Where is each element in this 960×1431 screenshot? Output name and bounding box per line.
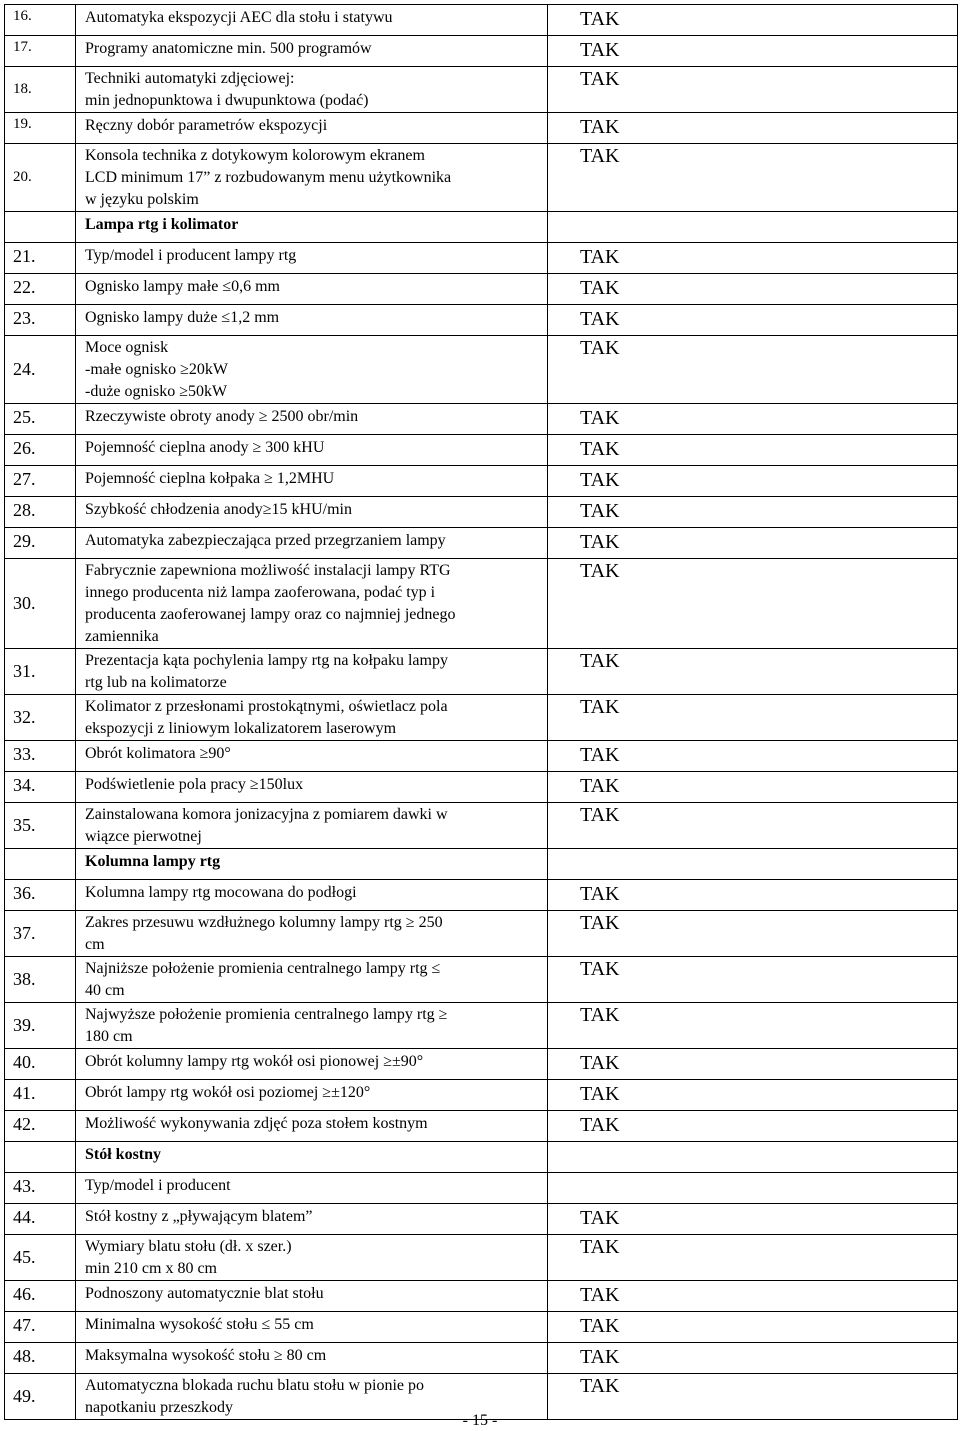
item-number: 23. (5, 305, 76, 336)
description-line: Zakres przesuwu wzdłużnego kolumny lampy rtg ≥ 250 (85, 914, 443, 931)
description-line: ekspozycji z liniowym lokalizatorem laserowym (85, 720, 397, 737)
item-value: TAK (548, 1235, 958, 1281)
description-line: rtg lub na kolimatorze (85, 674, 227, 691)
table-row (5, 1281, 958, 1312)
item-description (76, 305, 548, 336)
table-row (5, 880, 958, 911)
item-value: TAK (548, 1080, 958, 1111)
description-line: Automatyka zabezpieczająca przed przegrzaniem lampy (85, 532, 446, 549)
description-line: cm (85, 936, 105, 953)
description-line: -duże ognisko ≥50kW (85, 383, 228, 400)
description-line: Możliwość wykonywania zdjęć poza stołem kostnym (85, 1115, 428, 1132)
table-row (5, 497, 958, 528)
table-row (5, 1080, 958, 1111)
item-description (76, 957, 548, 1003)
item-description (76, 274, 548, 305)
item-number: 38. (5, 957, 76, 1003)
item-number: 32. (5, 695, 76, 741)
item-value: TAK (548, 67, 958, 113)
description-line: Ognisko lampy duże ≤1,2 mm (85, 309, 280, 326)
table-row (5, 1111, 958, 1142)
item-number: 30. (5, 559, 76, 649)
table-row (5, 1173, 958, 1204)
item-number: 29. (5, 528, 76, 559)
item-description (76, 113, 548, 144)
item-description (76, 1111, 548, 1142)
item-description (76, 772, 548, 803)
description-line: Maksymalna wysokość stołu ≥ 80 cm (85, 1347, 327, 1364)
item-description (76, 36, 548, 67)
item-value: TAK (548, 741, 958, 772)
item-number: 49. (5, 1374, 76, 1420)
item-value: TAK (548, 911, 958, 957)
item-number: 41. (5, 1080, 76, 1111)
item-value: TAK (548, 36, 958, 67)
item-number: 37. (5, 911, 76, 957)
item-value: TAK (548, 113, 958, 144)
item-value: TAK (548, 1111, 958, 1142)
table-row (5, 803, 958, 849)
description-line: Stół kostny z „pływającym blatem” (85, 1208, 313, 1225)
item-description (76, 1080, 548, 1111)
item-number: 34. (5, 772, 76, 803)
description-line: Podświetlenie pola pracy ≥150lux (85, 776, 304, 793)
item-value: TAK (548, 803, 958, 849)
item-description (76, 528, 548, 559)
table-row (5, 404, 958, 435)
item-value: TAK (548, 305, 958, 336)
section-header-row (5, 849, 958, 880)
item-value: TAK (548, 336, 958, 404)
item-value: TAK (548, 649, 958, 695)
description-line: Konsola technika z dotykowym kolorowym ekranem (85, 147, 425, 164)
item-number: 22. (5, 274, 76, 305)
description-line: Obrót kolimatora ≥90° (85, 745, 231, 762)
description-line: producenta zaoferowanej lampy oraz co najmniej jednego (85, 606, 456, 623)
item-number: 42. (5, 1111, 76, 1142)
item-value: TAK (548, 1204, 958, 1235)
table-row (5, 911, 958, 957)
item-number: 17. (5, 36, 76, 67)
description-line: Techniki automatyki zdjęciowej: (85, 70, 295, 87)
table-row (5, 1312, 958, 1343)
table-row (5, 741, 958, 772)
description-line: LCD minimum 17” z rozbudowanym menu użytkownika (85, 169, 452, 186)
item-number: 19. (5, 113, 76, 144)
specification-table-body (5, 5, 958, 1420)
description-line: Szybkość chłodzenia anody≥15 kHU/min (85, 501, 352, 518)
item-number: 25. (5, 404, 76, 435)
item-value: TAK (548, 695, 958, 741)
item-number: 39. (5, 1003, 76, 1049)
description-line: Pojemność cieplna anody ≥ 300 kHU (85, 439, 325, 456)
table-row (5, 695, 958, 741)
item-number: 43. (5, 1173, 76, 1204)
item-value: TAK (548, 1003, 958, 1049)
item-number: 24. (5, 336, 76, 404)
description-line: Typ/model i producent lampy rtg (85, 247, 297, 264)
number-cell (5, 212, 76, 243)
description-line: Automatyczna blokada ruchu blatu stołu w pionie po (85, 1377, 425, 1394)
table-row (5, 649, 958, 695)
item-number: 20. (5, 144, 76, 212)
section-title-cell (76, 1142, 548, 1173)
table-row (5, 1003, 958, 1049)
description-line: Fabrycznie zapewniona możliwość instalacji lampy RTG (85, 562, 451, 579)
value-cell (548, 849, 958, 880)
section-title: Stół kostny (85, 1146, 162, 1163)
description-line: Wymiary blatu stołu (dł. x szer.) (85, 1238, 292, 1255)
section-title: Kolumna lampy rtg (85, 853, 221, 870)
description-line: Ognisko lampy małe ≤0,6 mm (85, 278, 280, 295)
item-value: TAK (548, 880, 958, 911)
description-line: -małe ognisko ≥20kW (85, 361, 228, 378)
item-number: 45. (5, 1235, 76, 1281)
item-value: TAK (548, 528, 958, 559)
item-description (76, 559, 548, 649)
item-value: TAK (548, 5, 958, 36)
description-line: Obrót lampy rtg wokół osi poziomej ≥±120° (85, 1084, 371, 1101)
description-line: Minimalna wysokość stołu ≤ 55 cm (85, 1316, 314, 1333)
description-line: Moce ognisk (85, 339, 169, 356)
item-description (76, 1281, 548, 1312)
section-title-cell (76, 849, 548, 880)
description-line: Typ/model i producent (85, 1177, 231, 1194)
item-number: 31. (5, 649, 76, 695)
item-description (76, 1049, 548, 1080)
table-row (5, 67, 958, 113)
number-cell (5, 849, 76, 880)
item-number: 47. (5, 1312, 76, 1343)
item-value: TAK (548, 435, 958, 466)
item-description (76, 243, 548, 274)
item-description (76, 67, 548, 113)
table-row (5, 144, 958, 212)
item-value: TAK (548, 144, 958, 212)
description-line: napotkaniu przeszkody (85, 1399, 233, 1416)
item-description (76, 1343, 548, 1374)
item-number: 33. (5, 741, 76, 772)
table-row (5, 1235, 958, 1281)
table-row (5, 559, 958, 649)
description-line: min 210 cm x 80 cm (85, 1260, 217, 1277)
description-line: 180 cm (85, 1028, 133, 1045)
description-line: Programy anatomiczne min. 500 programów (85, 40, 372, 57)
table-row (5, 113, 958, 144)
description-line: Obrót kolumny lampy rtg wokół osi pionowej ≥±90° (85, 1053, 424, 1070)
description-line: Podnoszony automatycznie blat stołu (85, 1285, 324, 1302)
item-number: 18. (5, 67, 76, 113)
section-header-row (5, 1142, 958, 1173)
item-value: TAK (548, 1281, 958, 1312)
item-description (76, 435, 548, 466)
item-description (76, 803, 548, 849)
item-number: 28. (5, 497, 76, 528)
table-row (5, 305, 958, 336)
description-line: Automatyka ekspozycji AEC dla stołu i statywu (85, 9, 393, 26)
item-description (76, 466, 548, 497)
description-line: Kolumna lampy rtg mocowana do podłogi (85, 884, 357, 901)
item-number: 35. (5, 803, 76, 849)
item-description (76, 5, 548, 36)
item-description (76, 1003, 548, 1049)
number-cell (5, 1142, 76, 1173)
description-line: Prezentacja kąta pochylenia lampy rtg na kołpaku lampy (85, 652, 448, 669)
table-row (5, 772, 958, 803)
table-row (5, 466, 958, 497)
specification-table (4, 4, 958, 1420)
item-value: TAK (548, 559, 958, 649)
item-number: 16. (5, 5, 76, 36)
item-value (548, 1173, 958, 1204)
table-row (5, 957, 958, 1003)
description-line: Rzeczywiste obroty anody ≥ 2500 obr/min (85, 408, 359, 425)
value-cell (548, 1142, 958, 1173)
description-line: Pojemność cieplna kołpaka ≥ 1,2MHU (85, 470, 335, 487)
item-number: 27. (5, 466, 76, 497)
table-row (5, 528, 958, 559)
description-line: Najwyższe położenie promienia centralnego lampy rtg ≥ (85, 1006, 448, 1023)
item-description (76, 880, 548, 911)
section-title: Lampa rtg i kolimator (85, 216, 239, 233)
description-line: Kolimator z przesłonami prostokątnymi, oświetlacz pola (85, 698, 448, 715)
item-description (76, 1235, 548, 1281)
table-row (5, 1204, 958, 1235)
item-value: TAK (548, 957, 958, 1003)
item-value: TAK (548, 404, 958, 435)
item-value: TAK (548, 274, 958, 305)
table-row (5, 435, 958, 466)
table-row (5, 243, 958, 274)
table-row (5, 36, 958, 67)
description-line: min jednopunktowa i dwupunktowa (podać) (85, 92, 369, 109)
item-number: 46. (5, 1281, 76, 1312)
item-description (76, 336, 548, 404)
value-cell (548, 212, 958, 243)
item-description (76, 741, 548, 772)
table-row (5, 274, 958, 305)
item-number: 48. (5, 1343, 76, 1374)
item-description (76, 1204, 548, 1235)
description-line: Zainstalowana komora jonizacyjna z pomiarem dawki w (85, 806, 448, 823)
item-description (76, 1173, 548, 1204)
table-row (5, 336, 958, 404)
section-title-cell (76, 212, 548, 243)
item-value: TAK (548, 497, 958, 528)
description-line: wiązce pierwotnej (85, 828, 202, 845)
item-number: 21. (5, 243, 76, 274)
description-line: Ręczny dobór parametrów ekspozycji (85, 117, 328, 134)
page-number: - 15 - (462, 1412, 498, 1429)
item-value: TAK (548, 1312, 958, 1343)
table-row (5, 1343, 958, 1374)
description-line: zamiennika (85, 628, 159, 645)
item-description (76, 911, 548, 957)
item-description (76, 404, 548, 435)
item-number: 40. (5, 1049, 76, 1080)
description-line: innego producenta niż lampa zaoferowana, podać typ i (85, 584, 436, 601)
item-value: TAK (548, 1343, 958, 1374)
item-value: TAK (548, 772, 958, 803)
item-description (76, 1312, 548, 1343)
item-value: TAK (548, 466, 958, 497)
item-value: TAK (548, 243, 958, 274)
item-number: 44. (5, 1204, 76, 1235)
description-line: w języku polskim (85, 191, 199, 208)
item-description (76, 649, 548, 695)
item-value: TAK (548, 1049, 958, 1080)
section-header-row (5, 212, 958, 243)
item-number: 36. (5, 880, 76, 911)
item-value: TAK (548, 1374, 958, 1420)
table-row (5, 5, 958, 36)
item-number: 26. (5, 435, 76, 466)
item-description (76, 497, 548, 528)
item-description (76, 695, 548, 741)
item-description (76, 144, 548, 212)
table-row (5, 1049, 958, 1080)
description-line: Najniższe położenie promienia centralnego lampy rtg ≤ (85, 960, 441, 977)
description-line: 40 cm (85, 982, 125, 999)
